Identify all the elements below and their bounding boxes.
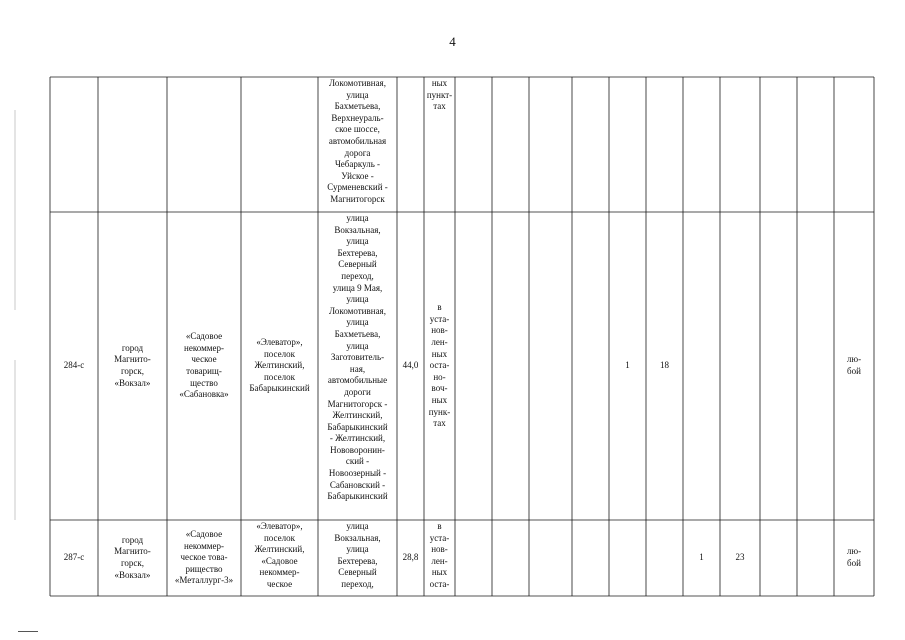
route-number-284: 284-с xyxy=(63,360,85,371)
page-number: 4 xyxy=(449,34,456,49)
vehicle-count-284: 1 xyxy=(625,360,630,371)
vehicle-capacity-287: 23 xyxy=(735,552,745,563)
route-path-284: улица Вокзальная, улица Бехтерева, Северный переход, улица 9 Мая, улица Локомотивная, улица Бахметьева, улица Заготовитель- ная, автомобильные дороги Магнитогорск - Желтинский, Бабарыкинский - Желтинский, Нововоронин- ский - Новоозерный - Сабановский - Бабарыкинский xyxy=(327,213,388,502)
stop-order-284: в уста- нов- лен- ных оста- но- воч- ных пунк- тах xyxy=(428,302,451,429)
start-point-287: город Магнито- горск, «Вокзал» xyxy=(114,534,151,580)
ecology-class-284: лю- бой xyxy=(846,354,862,376)
continuation-route-path: Локомотивная, улица Бахметьева, Верхнеураль- ское шоссе, автомобильная дорога Чебаркуль - Уйское - Сурменевский - Магнитогорск xyxy=(327,78,388,204)
ecology-class-287: лю- бой xyxy=(846,546,862,568)
route-length-287: 28,8 xyxy=(402,552,419,563)
route-length-284: 44,0 xyxy=(402,360,419,371)
route-path-287: улица Вокзальная, улица Бехтерева, Северный переход, xyxy=(334,521,381,589)
end-point-287: «Садовое некоммер- ческое това- рищество «Металлург-3» xyxy=(174,529,234,586)
end-point-284: «Садовое некоммер- ческое товарищ- щество «Сабановка» xyxy=(179,331,229,400)
route-number-287: 287-с xyxy=(63,552,85,563)
intermediate-stops-284: «Элеватор», поселок Желтинский, поселок Бабарыкинский xyxy=(249,337,310,394)
start-point-284: город Магнито- горск, «Вокзал» xyxy=(114,342,151,388)
stop-order-287: в уста- нов- лен- ных оста- xyxy=(429,521,450,589)
vehicle-count-287: 1 xyxy=(699,552,704,563)
intermediate-stops-287: «Элеватор», поселок Желтинский, «Садовое некоммер- ческое xyxy=(254,521,305,589)
footer-rule xyxy=(18,631,38,632)
continuation-stop-order: ных пункт- тах xyxy=(426,78,453,112)
vehicle-capacity-284: 18 xyxy=(660,360,669,371)
